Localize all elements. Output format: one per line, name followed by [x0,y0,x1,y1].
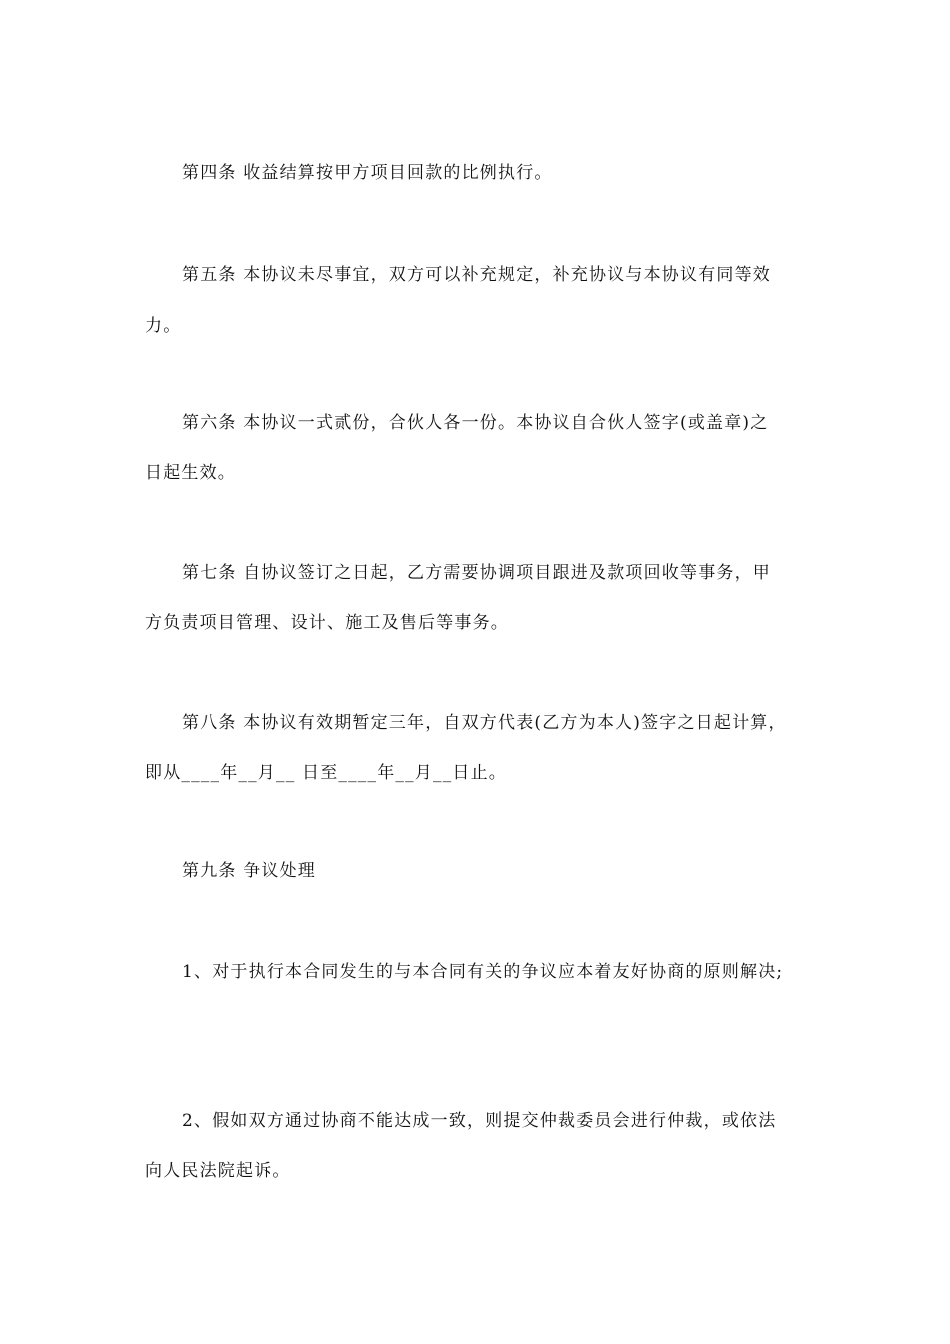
article-5-line-1: 第五条 本协议未尽事宜，双方可以补充规定，补充协议与本协议有同等效 [182,265,772,285]
article-6-line-1: 第六条 本协议一式贰份，合伙人各一份。本协议自合伙人签字(或盖章)之 [182,413,769,433]
article-6-line-2: 日起生效。 [145,463,236,483]
article-4-line-1: 第四条 收益结算按甲方项目回款的比例执行。 [182,163,553,183]
article-9-heading: 第九条 争议处理 [182,861,317,881]
article-5-line-2: 力。 [145,316,182,336]
article-9-item-2-line-2: 向人民法院起诉。 [145,1161,291,1181]
article-9-item-2-line-1: 2、假如双方通过协商不能达成一致，则提交仲裁委员会进行仲裁，或依法 [182,1111,777,1131]
article-9-item-1: 1、对于执行本合同发生的与本合同有关的争议应本着友好协商的原则解决; [182,962,784,982]
article-8-line-1: 第八条 本协议有效期暂定三年，自双方代表(乙方为本人)签字之日起计算， [182,713,787,733]
article-8-line-2: 即从____年__月__ 日至____年__月__日止。 [145,763,508,783]
article-7-line-2: 方负责项目管理、设计、施工及售后等事务。 [145,613,509,633]
article-7-line-1: 第七条 自协议签订之日起，乙方需要协调项目跟进及款项回收等事务，甲 [182,563,772,583]
